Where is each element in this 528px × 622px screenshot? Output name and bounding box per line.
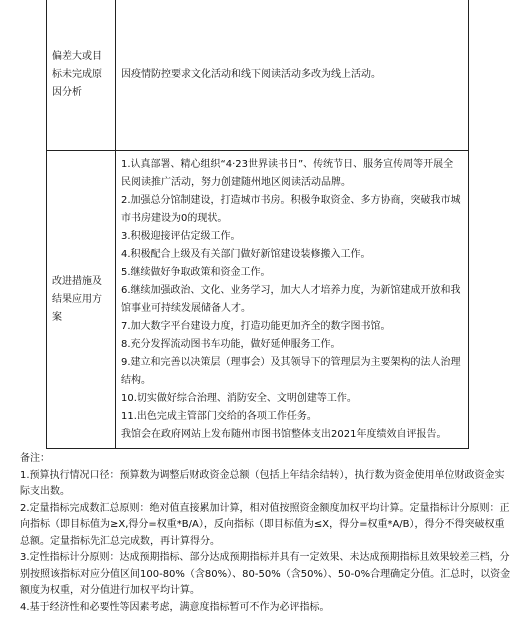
note-line: 3.定性指标计分原则：达成预期指标、部分达成预期指标并具有一定效果、未达成预期指标且效果较差三档，分别按照该指标对应分值区间100-80%（含80%）、80-50%（含50%）、50-0%合理确定分值。汇总时，以资金额度为权重，对分值进行加权平均计算。 <box>20 552 511 596</box>
performance-table <box>46 0 469 449</box>
measure-item: 5.继续做好争取政策和资金工作。 <box>121 266 271 278</box>
note-line: 2.定量指标完成数汇总原则：绝对值直接累加计算，相对值按照资金额度加权平均计算。定量指标计分原则：正向指标（即目标值为≥X,得分=权重*B/A），反向指标（即目标值为≤X，得分=权重*A/B），得分不得突破权重总额。定量指标先汇总完成数，再计算得分。 <box>20 502 510 547</box>
measure-item: 4.积极配合上级及有关部门做好新馆建设装修搬入工作。 <box>121 248 371 260</box>
deviation-row <box>47 0 469 151</box>
measure-item: 3.积极迎接评估定级工作。 <box>121 230 241 242</box>
measure-item: 7.加大数字平台建设力度，打造功能更加齐全的数字图书馆。 <box>121 320 391 332</box>
measure-item: 2.加强总分馆制建设，打造城市书房。积极争取资金、多方协商，突破我市城市书房建设为0的现状。 <box>121 194 461 224</box>
note-line: 1.预算执行情况口径：预算数为调整后财政资金总额（包括上年结余结转），执行数为资金使用单位财政资金实际支出数。 <box>20 469 505 497</box>
measure-item: 11.出色完成主管部门交给的各项工作任务。 <box>121 410 317 422</box>
measures-row <box>47 151 469 449</box>
measure-item: 1.认真部署、精心组织“4·23世界读书日”、传统节日、服务宣传周等开展全民阅读推广活动，努力创建随州地区阅读活动品牌。 <box>121 158 454 188</box>
measure-item: 6.继续加强政治、文化、业务学习，加大人才培养力度，为新馆建成开放和我馆事业可持续发展储备人才。 <box>121 284 461 314</box>
measures-label: 改进措施及结果应用方案 <box>47 151 116 449</box>
measure-item: 9.建立和完善以决策层（理事会）及其领导下的管理层为主要架构的法人治理结构。 <box>121 356 461 386</box>
deviation-label: 偏差大或目标未完成原因分析 <box>47 0 116 151</box>
measures-content <box>116 151 469 449</box>
note-line: 4.基于经济性和必要性等因素考虑，满意度指标暂可不作为必评指标。 <box>20 601 330 613</box>
notes-title: 备注： <box>20 453 50 464</box>
deviation-content: 因疫情防控要求文化活动和线下阅读活动多改为线上活动。 <box>116 0 469 151</box>
measure-item: 8.充分发挥流动图书车功能，做好延伸服务工作。 <box>121 338 341 350</box>
measure-item: 10.切实做好综合治理、消防安全、文明创建等工作。 <box>121 392 357 404</box>
measure-item: 我馆会在政府网站上发布随州市图书馆整体支出2021年度绩效自评报告。 <box>121 428 447 440</box>
notes-section <box>20 451 512 616</box>
